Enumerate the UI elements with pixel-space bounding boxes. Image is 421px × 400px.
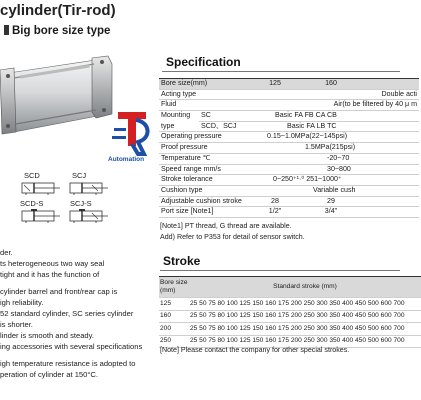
feature-line: der. bbox=[0, 248, 13, 257]
spec-label: Fluid bbox=[159, 100, 247, 111]
stroke-heading: Stroke bbox=[163, 254, 201, 268]
spec-row bbox=[159, 153, 419, 164]
feature-line: igh temperature resistance is adopted to bbox=[0, 359, 136, 368]
stroke-values: 25 50 75 80 100 125 150 160 175 200 250 300 350 400 450 500 600 700 bbox=[189, 335, 421, 348]
symbol-scd-s-icon bbox=[16, 209, 62, 223]
specification-heading: Specification bbox=[166, 55, 241, 69]
symbol-label-scd: SCD bbox=[24, 171, 40, 180]
spec-sublabel: SC bbox=[199, 111, 247, 122]
spec-value: Variable cush bbox=[247, 185, 419, 196]
symbol-label-scd-s: SCD-S bbox=[20, 199, 44, 208]
stroke-bore: 250 bbox=[159, 335, 189, 348]
spec-col-more bbox=[359, 79, 419, 90]
spec-row bbox=[159, 143, 419, 154]
spec-value: 30~800 bbox=[247, 164, 419, 175]
feature-line: is shorter. bbox=[0, 320, 33, 329]
stroke-row bbox=[159, 323, 421, 336]
symbol-label-scj-s: SCJ-S bbox=[70, 199, 92, 208]
stroke-col-bore bbox=[159, 277, 189, 298]
spec-value: 1.5MPa(215psi) bbox=[247, 143, 419, 154]
feature-line: 52 standard cylinder, SC series cylinder bbox=[0, 309, 134, 318]
spec-value-more bbox=[359, 207, 419, 218]
page-title: cylinder(Tir-rod) bbox=[0, 2, 116, 19]
stroke-bore: 125 bbox=[159, 298, 189, 311]
spec-value: Air(to be filtered by 40 μ m bbox=[247, 100, 419, 111]
spec-label: Operating pressure bbox=[159, 132, 247, 143]
stroke-row bbox=[159, 310, 421, 323]
spec-value: 0.15~1.0MPa(22~145psi) bbox=[247, 132, 419, 143]
spec-label: Temperature ℃ bbox=[159, 153, 247, 164]
stroke-values: 25 50 75 80 100 125 150 160 175 200 250 300 350 400 450 500 600 700 bbox=[189, 298, 421, 311]
spec-row bbox=[159, 185, 419, 196]
spec-label: Adjustable cushion stroke bbox=[159, 196, 247, 207]
features-list bbox=[0, 247, 160, 380]
spec-label: Acting type bbox=[159, 89, 247, 100]
feature-line: linder is smooth and steady. bbox=[0, 331, 94, 340]
stroke-bore: 160 bbox=[159, 310, 189, 323]
spec-label: Speed range mm/s bbox=[159, 164, 247, 175]
stroke-rule bbox=[160, 270, 400, 271]
spec-row bbox=[159, 196, 419, 207]
spec-value: Basic FA FB CA CB bbox=[247, 111, 419, 122]
spec-label: Stroke tolerance bbox=[159, 175, 247, 186]
symbol-scj-s-icon bbox=[64, 209, 110, 223]
spec-header-row bbox=[159, 79, 419, 90]
spec-value-160: 3/4" bbox=[303, 207, 359, 218]
symbol-label-scj: SCJ bbox=[72, 171, 87, 180]
spec-col-160: 160 bbox=[303, 79, 359, 90]
feature-line: ts heterogeneous two way seal bbox=[0, 259, 105, 268]
spec-value: 0~250⁺¹·⁰ 251~1000⁺ bbox=[247, 175, 419, 186]
spec-value: Double acti bbox=[247, 89, 419, 100]
specification-table bbox=[159, 78, 419, 218]
spec-value: Basic FA LB TC bbox=[247, 121, 419, 132]
stroke-col-values: Standard stroke (mm) bbox=[189, 277, 421, 298]
stroke-note: [Note] Please contact the company for other special strokes. bbox=[160, 346, 350, 354]
stroke-col-bore-label: Bore size bbox=[160, 279, 188, 286]
spec-label: Proof pressure bbox=[159, 143, 247, 154]
spec-label: Mounting bbox=[161, 111, 191, 120]
spec-col-125: 125 bbox=[247, 79, 303, 90]
spec-row bbox=[159, 89, 419, 100]
spec-row bbox=[159, 111, 419, 122]
symbol-scd-icon bbox=[16, 181, 62, 195]
feature-line: peration of cylinder at 150°C. bbox=[0, 370, 99, 379]
spec-row bbox=[159, 164, 419, 175]
feature-line: ing accessories with several specifications bbox=[0, 342, 143, 351]
spec-row bbox=[159, 175, 419, 186]
spec-row bbox=[159, 207, 419, 218]
symbol-scj-icon bbox=[64, 181, 110, 195]
spec-label: Cushion type bbox=[159, 185, 247, 196]
specification-rule bbox=[162, 71, 400, 72]
stroke-values: 25 50 75 80 100 125 150 160 175 200 250 300 350 400 450 500 600 700 bbox=[189, 310, 421, 323]
spec-note-2: Add) Refer to P353 for detail of sensor switch. bbox=[160, 233, 305, 241]
page-subtitle bbox=[4, 25, 110, 37]
spec-col-bore: Bore size(mm) bbox=[159, 79, 247, 90]
subtitle-text: Big bore size type bbox=[12, 25, 111, 37]
stroke-header-row bbox=[159, 277, 421, 298]
cylinder-product-image bbox=[0, 52, 112, 140]
spec-value: -20~70 bbox=[247, 153, 419, 164]
feature-line: tight and it has the function of bbox=[0, 270, 100, 279]
spec-sublabel: SCD、SCJ bbox=[199, 121, 247, 132]
spec-value-more bbox=[359, 196, 419, 207]
feature-line: cylinder barrel and front/rear cap is bbox=[0, 287, 118, 296]
logo-text: Automation bbox=[108, 156, 145, 163]
spec-value-160: 29 bbox=[303, 196, 359, 207]
stroke-bore: 200 bbox=[159, 323, 189, 336]
stroke-col-bore-unit: (mm) bbox=[160, 287, 176, 294]
spec-label: Port size [Note1] bbox=[159, 207, 247, 218]
spec-row bbox=[159, 100, 419, 111]
spec-row bbox=[159, 132, 419, 143]
stroke-table-wrap bbox=[159, 276, 405, 348]
feature-line: igh reliability. bbox=[0, 298, 44, 307]
stroke-values: 25 50 75 80 100 125 150 160 175 200 250 300 350 400 450 500 600 700 bbox=[189, 323, 421, 336]
subtitle-marker bbox=[4, 25, 9, 35]
stroke-row bbox=[159, 298, 421, 311]
spec-value-125: 28 bbox=[247, 196, 303, 207]
spec-row bbox=[159, 121, 419, 132]
specification-table-wrap bbox=[159, 78, 417, 218]
spec-label: type bbox=[159, 121, 199, 132]
stroke-table bbox=[159, 276, 421, 348]
spec-value-125: 1/2" bbox=[247, 207, 303, 218]
spec-note-1: [Note1] PT thread, G thread are available. bbox=[160, 222, 292, 230]
